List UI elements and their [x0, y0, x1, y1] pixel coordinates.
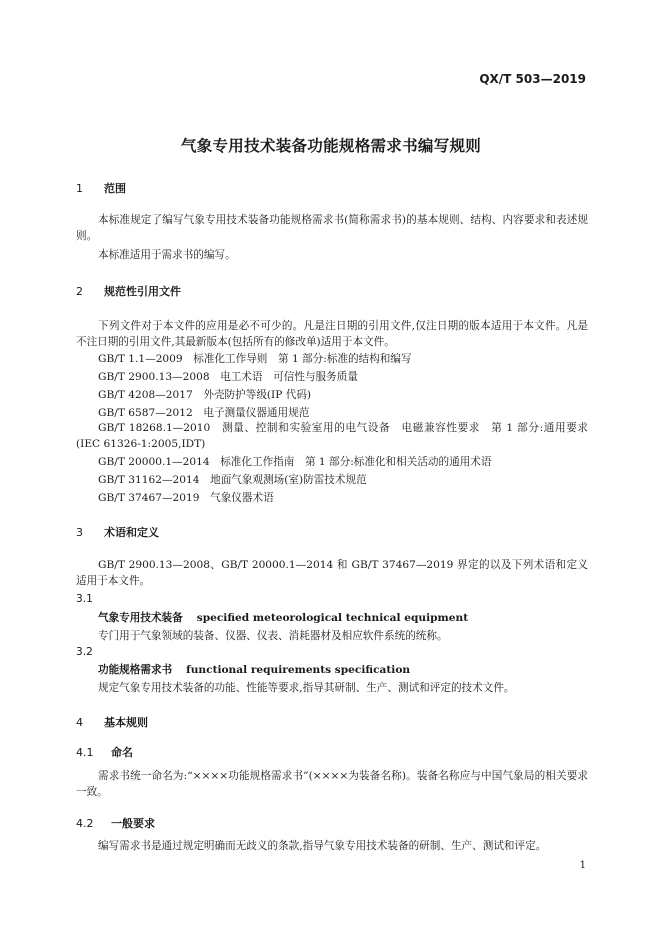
- section-number: 4: [76, 716, 83, 729]
- section-heading-1: [76, 180, 126, 196]
- term-definition: 专门用于气象领域的装备、仪器、仪表、消耗器材及相应软件系统的统称。: [98, 630, 448, 642]
- term-en: functional requirements specification: [186, 664, 411, 676]
- document-code: QX/T 503—2019: [479, 72, 586, 86]
- term-en: specified meteorological technical equipment: [196, 612, 469, 624]
- term-zh: 气象专用技术装备: [98, 612, 183, 624]
- paragraph: 下列文件对于本文件的应用是必不可少的。凡是注日期的引用文件,仅注日期的版本适用于本文件。凡是不注日期的引用文件,其最新版本(包括所有的修改单)适用于本文件。: [76, 320, 588, 348]
- reference-item: GB/T 18268.1—2010 测量、控制和实验室用的电气设备 电磁兼容性要求 第 1 部分:通用要求(IEC 61326-1:2005,IDT): [76, 422, 588, 450]
- subsection-title: 命名: [111, 746, 133, 759]
- reference-item: GB/T 1.1—2009 标准化工作导则 第 1 部分:标准的结构和编写: [98, 353, 412, 365]
- reference-item: GB/T 20000.1—2014 标准化工作指南 第 1 部分:标准化和相关活动的通用术语: [98, 456, 492, 468]
- reference-item: GB/T 4208—2017 外壳防护等级(IP 代码): [98, 389, 312, 401]
- section-number: 2: [76, 285, 83, 298]
- reference-item: GB/T 37467—2019 气象仪器术语: [98, 492, 274, 504]
- subsection-heading-4-2: [76, 815, 155, 831]
- subsection-title: 一般要求: [111, 817, 155, 830]
- paragraph: 编写需求书是通过规定明确而无歧义的条款,指导气象专用技术装备的研制、生产、测试和评定。: [98, 840, 547, 852]
- term-definition: 规定气象专用技术装备的功能、性能等要求,指导其研制、生产、测试和评定的技术文件。: [98, 682, 515, 694]
- reference-item: GB/T 2900.13—2008 电工术语 可信性与服务质量: [98, 371, 358, 383]
- section-heading-4: [76, 714, 148, 730]
- subsection-number: 4.1: [76, 746, 94, 759]
- paragraph: 本标准适用于需求书的编写。: [98, 249, 236, 261]
- term-zh: 功能规格需求书: [98, 664, 173, 676]
- subsection-heading-4-1: [76, 744, 133, 760]
- reference-item: GB/T 6587—2012 电子测量仪器通用规范: [98, 407, 310, 419]
- reference-item: GB/T 31162—2014 地面气象观测场(室)防雷技术规范: [98, 474, 367, 486]
- paragraph: 需求书统一命名为:“××××功能规格需求书”(××××为装备名称)。装备名称应与中国气象局的相关要求一致。: [76, 770, 588, 798]
- paragraph: GB/T 2900.13—2008、GB/T 20000.1—2014 和 GB/T 37467—2019 界定的以及下列术语和定义适用于本文件。: [76, 559, 588, 587]
- term-heading: [98, 662, 410, 677]
- term-heading: [98, 610, 468, 625]
- section-heading-2: [76, 283, 181, 299]
- section-title: 规范性引用文件: [104, 285, 181, 298]
- section-title: 基本规则: [104, 716, 148, 729]
- section-number: 3: [76, 526, 83, 539]
- section-title: 范围: [104, 182, 126, 195]
- paragraph: 本标准规定了编写气象专用技术装备功能规格需求书(简称需求书)的基本规则、结构、内容要求和表述规则。: [76, 214, 588, 242]
- page-title: 气象专用技术装备功能规格需求书编写规则: [180, 137, 482, 155]
- section-title: 术语和定义: [104, 526, 159, 539]
- subsection-number: 4.2: [76, 817, 94, 830]
- term-number: 3.1: [76, 593, 93, 605]
- term-number: 3.2: [76, 646, 93, 658]
- section-number: 1: [76, 182, 83, 195]
- section-heading-3: [76, 524, 159, 540]
- page-number: 1: [579, 860, 586, 871]
